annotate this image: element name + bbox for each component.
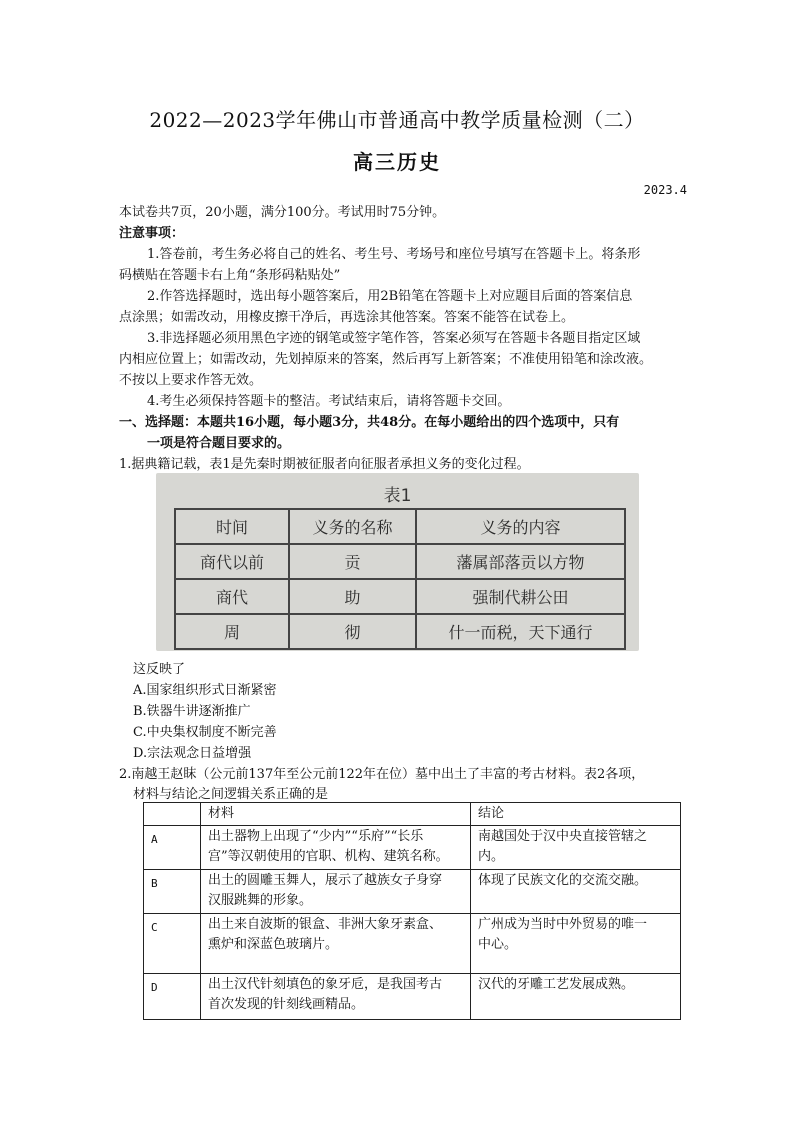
- table-cell: 强制代耕公田: [416, 579, 625, 614]
- table-cell: [201, 870, 471, 914]
- table-cell: 时间: [175, 509, 289, 544]
- table-row: [144, 826, 681, 870]
- cell-line: 出土汉代针刻填色的象牙卮，是我国考古: [208, 977, 443, 992]
- option-d: D.宗法观念日益增强: [133, 746, 252, 761]
- table-row: [175, 614, 625, 649]
- cell-line: 出土器物上出现了“少内”“乐府”“长乐: [208, 829, 424, 844]
- cell-line: 汉代的牙雕工艺发展成熟。: [478, 977, 635, 992]
- table-row: [175, 579, 625, 614]
- table-cell: [144, 803, 201, 826]
- table-cell: C: [144, 914, 201, 974]
- question-2-stem-line-1: 2.南越王赵眜（公元前137年至公元前122年在位）墓中出土了丰富的考古材料。表2各项，: [119, 767, 645, 782]
- table-cell: [471, 914, 681, 974]
- option-c: C.中央集权制度不断完善: [133, 725, 277, 740]
- cell-line: 南越国处于汉中央直接管辖之: [478, 829, 648, 844]
- cell-line: 出土来自波斯的银盒、非洲大象牙素盒、: [208, 917, 443, 932]
- table-cell: A: [144, 826, 201, 870]
- table-1-photo: [156, 473, 639, 651]
- table-cell: 义务的内容: [416, 509, 625, 544]
- cell-line: 内。: [478, 849, 505, 864]
- note-2-line-1: 2.作答选择题时，选出每小题答案后，用2B铅笔在答题卡上对应题目后面的答案信息: [147, 289, 633, 304]
- question-1-stem: 1.据典籍记载，表1是先秦时期被征服者向征服者承担义务的变化过程。: [119, 457, 530, 472]
- exam-date: 2023.4: [643, 183, 687, 197]
- cell-line: 首次发现的针刻线画精品。: [208, 997, 365, 1012]
- cell-line: 出土的圆雕玉舞人，展示了越族女子身穿: [208, 873, 443, 888]
- cell-line: 广州成为当时中外贸易的唯一: [478, 917, 648, 932]
- note-3-line-2: 内相应位置上；如需改动，先划掉原来的答案，然后再写上新答案；不准使用铅笔和涂改液。: [119, 352, 653, 367]
- table-row: [144, 870, 681, 914]
- option-a: A.国家组织形式日渐紧密: [133, 683, 277, 698]
- table-2: [143, 802, 681, 1020]
- notes-title: 注意事项：: [119, 226, 185, 241]
- table-cell: 义务的名称: [289, 509, 416, 544]
- table-cell: [471, 870, 681, 914]
- table-cell: 商代以前: [175, 544, 289, 579]
- option-b: B.铁器牛讲逐渐推广: [133, 704, 251, 719]
- table-row: [144, 914, 681, 974]
- table-cell: [471, 974, 681, 1020]
- table-cell: B: [144, 870, 201, 914]
- cell-line: 汉服跳舞的形象。: [208, 893, 313, 908]
- table-row: [175, 544, 625, 579]
- cell-line: 中心。: [478, 937, 518, 952]
- table-cell: 商代: [175, 579, 289, 614]
- table-row: [144, 974, 681, 1020]
- exam-title: 2022—2023学年佛山市普通高中教学质量检测（二）: [149, 108, 645, 132]
- note-2-line-2: 点涂黑；如需改动，用橡皮擦干净后，再选涂其他答案。答案不能答在试卷上。: [119, 310, 575, 325]
- cell-line: 熏炉和深蓝色玻璃片。: [208, 937, 339, 952]
- table-cell: 贡: [289, 544, 416, 579]
- table-row: [144, 803, 681, 826]
- table-cell: 周: [175, 614, 289, 649]
- table-cell: [201, 974, 471, 1020]
- note-3-line-3: 不按以上要求作答无效。: [119, 373, 263, 388]
- question-2-stem-line-2: 材料与结论之间逻辑关系正确的是: [133, 787, 329, 802]
- cell-line: 宫”等汉朝使用的官职、机构、建筑名称。: [208, 849, 449, 864]
- table-cell: 藩属部落贡以方物: [416, 544, 625, 579]
- table-cell: [201, 826, 471, 870]
- table-cell: 助: [289, 579, 416, 614]
- note-4-line-1: 4.考生必须保持答题卡的整洁。考试结束后，请将答题卡交回。: [147, 394, 511, 409]
- table-row: [175, 509, 625, 544]
- section-heading-line-2: 一项是符合题目要求的。: [147, 436, 291, 451]
- note-3-line-1: 3.非选择题必须用黑色字迹的钢笔或签字笔作答，答案必须写在答题卡各题目指定区域: [147, 331, 641, 346]
- subject-title: 高三历史: [353, 150, 441, 174]
- table-cell: D: [144, 974, 201, 1020]
- note-1-line-2: 码横贴在答题卡右上角“条形码粘贴处”: [119, 268, 341, 283]
- table-cell: 材料: [201, 803, 471, 826]
- table-cell: [201, 914, 471, 974]
- note-1-line-1: 1.答卷前，考生务必将自己的姓名、考生号、考场号和座位号填写在答题卡上。将条形: [147, 247, 641, 262]
- table-1-caption: 表1: [383, 486, 412, 506]
- cell-line: 体现了民族文化的交流交融。: [478, 873, 648, 888]
- table-cell: 彻: [289, 614, 416, 649]
- table-cell: [471, 826, 681, 870]
- table-cell: 结论: [471, 803, 681, 826]
- table-cell: 什一而税，天下通行: [416, 614, 625, 649]
- intro-line: 本试卷共7页，20小题，满分100分。考试用时75分钟。: [119, 205, 446, 220]
- section-heading-line-1: 一、选择题：本题共16小题，每小题3分，共48分。在每小题给出的四个选项中，只有: [119, 415, 620, 430]
- table-1: [174, 508, 626, 650]
- question-1-lead: 这反映了: [133, 662, 186, 677]
